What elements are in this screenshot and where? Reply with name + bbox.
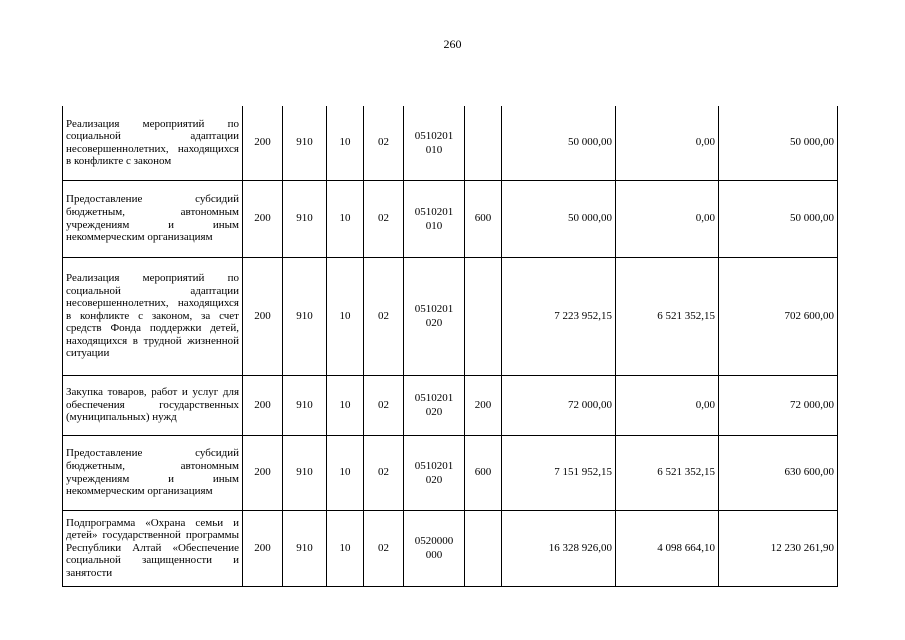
budget-table <box>62 106 838 587</box>
cell-sum-2: 0,00 <box>616 106 719 180</box>
cell-code-4: 02 <box>364 180 404 257</box>
cell-sum-3: 630 600,00 <box>719 435 838 510</box>
target-article-part-2: 020 <box>425 317 443 329</box>
cell-code-3: 10 <box>327 510 364 586</box>
cell-sum-2: 0,00 <box>616 375 719 435</box>
cell-sum-2: 6 521 352,15 <box>616 435 719 510</box>
table-row <box>63 106 838 180</box>
cell-code-4: 02 <box>364 106 404 180</box>
cell-code-3: 10 <box>327 257 364 375</box>
row-description: Предоставление субсидий бюджетным, автономным учреждениям и иным некоммерческим организациям <box>63 435 243 510</box>
cell-target-article <box>404 510 465 586</box>
cell-sum-2: 0,00 <box>616 180 719 257</box>
target-article-part-1: 0510201 <box>414 392 454 404</box>
row-description: Реализация мероприятий по социальной адаптации несовершеннолетних, находящихся в конфликте с законом, за счет средств Фонда поддержки детей, находящихся в трудной жизненной ситуации <box>63 257 243 375</box>
cell-target-article <box>404 257 465 375</box>
cell-code-1: 200 <box>243 106 283 180</box>
target-article-part-1: 0510201 <box>414 129 454 142</box>
cell-sum-2: 4 098 664,10 <box>616 510 719 586</box>
row-description: Предоставление субсидий бюджетным, автономным учреждениям и иным некоммерческим организациям <box>63 180 243 257</box>
target-article-part-1: 0510201 <box>414 205 454 218</box>
cell-code-2: 910 <box>283 375 327 435</box>
cell-code-4: 02 <box>364 435 404 510</box>
cell-expense-type: 600 <box>465 180 502 257</box>
cell-code-1: 200 <box>243 375 283 435</box>
cell-sum-total: 7 151 952,15 <box>502 435 616 510</box>
cell-sum-3: 72 000,00 <box>719 375 838 435</box>
cell-sum-3: 702 600,00 <box>719 257 838 375</box>
cell-expense-type <box>465 106 502 180</box>
cell-sum-3: 12 230 261,90 <box>719 510 838 586</box>
target-article-part-1: 0510201 <box>414 303 454 315</box>
cell-code-4: 02 <box>364 510 404 586</box>
cell-code-2: 910 <box>283 106 327 180</box>
cell-target-article <box>404 435 465 510</box>
table-row <box>63 257 838 375</box>
cell-sum-2: 6 521 352,15 <box>616 257 719 375</box>
page-number: 260 <box>443 37 462 51</box>
cell-code-1: 200 <box>243 257 283 375</box>
cell-code-4: 02 <box>364 257 404 375</box>
table-row <box>63 510 838 586</box>
cell-code-3: 10 <box>327 180 364 257</box>
target-article-part-1: 0520000 <box>414 535 454 547</box>
cell-sum-3: 50 000,00 <box>719 180 838 257</box>
cell-sum-3: 50 000,00 <box>719 106 838 180</box>
cell-code-3: 10 <box>327 435 364 510</box>
cell-code-2: 910 <box>283 180 327 257</box>
target-article-part-2: 020 <box>425 473 443 486</box>
target-article-part-2: 000 <box>425 549 443 561</box>
target-article-part-2: 010 <box>425 219 443 232</box>
cell-sum-total: 16 328 926,00 <box>502 510 616 586</box>
row-description: Закупка товаров, работ и услуг для обеспечения государственных (муниципальных) нужд <box>63 375 243 435</box>
cell-code-3: 10 <box>327 106 364 180</box>
row-description: Реализация мероприятий по социальной адаптации несовершеннолетних, находящихся в конфликте с законом <box>63 106 243 180</box>
cell-target-article <box>404 180 465 257</box>
cell-target-article <box>404 375 465 435</box>
cell-code-1: 200 <box>243 435 283 510</box>
row-description: Подпрограмма «Охрана семьи и детей» государственной программы Республики Алтай «Обеспечение социальной защищенности и занятости <box>63 510 243 586</box>
cell-sum-total: 72 000,00 <box>502 375 616 435</box>
target-article-part-1: 0510201 <box>414 459 454 472</box>
cell-sum-total: 7 223 952,15 <box>502 257 616 375</box>
cell-code-2: 910 <box>283 257 327 375</box>
cell-code-1: 200 <box>243 510 283 586</box>
cell-sum-total: 50 000,00 <box>502 180 616 257</box>
cell-expense-type: 200 <box>465 375 502 435</box>
cell-code-4: 02 <box>364 375 404 435</box>
cell-code-3: 10 <box>327 375 364 435</box>
table-row <box>63 375 838 435</box>
table-row <box>63 435 838 510</box>
cell-expense-type <box>465 510 502 586</box>
target-article-part-2: 010 <box>425 143 443 156</box>
cell-code-1: 200 <box>243 180 283 257</box>
cell-expense-type <box>465 257 502 375</box>
cell-sum-total: 50 000,00 <box>502 106 616 180</box>
cell-expense-type: 600 <box>465 435 502 510</box>
table-row <box>63 180 838 257</box>
cell-code-2: 910 <box>283 510 327 586</box>
cell-target-article <box>404 106 465 180</box>
cell-code-2: 910 <box>283 435 327 510</box>
target-article-part-2: 020 <box>425 406 443 418</box>
